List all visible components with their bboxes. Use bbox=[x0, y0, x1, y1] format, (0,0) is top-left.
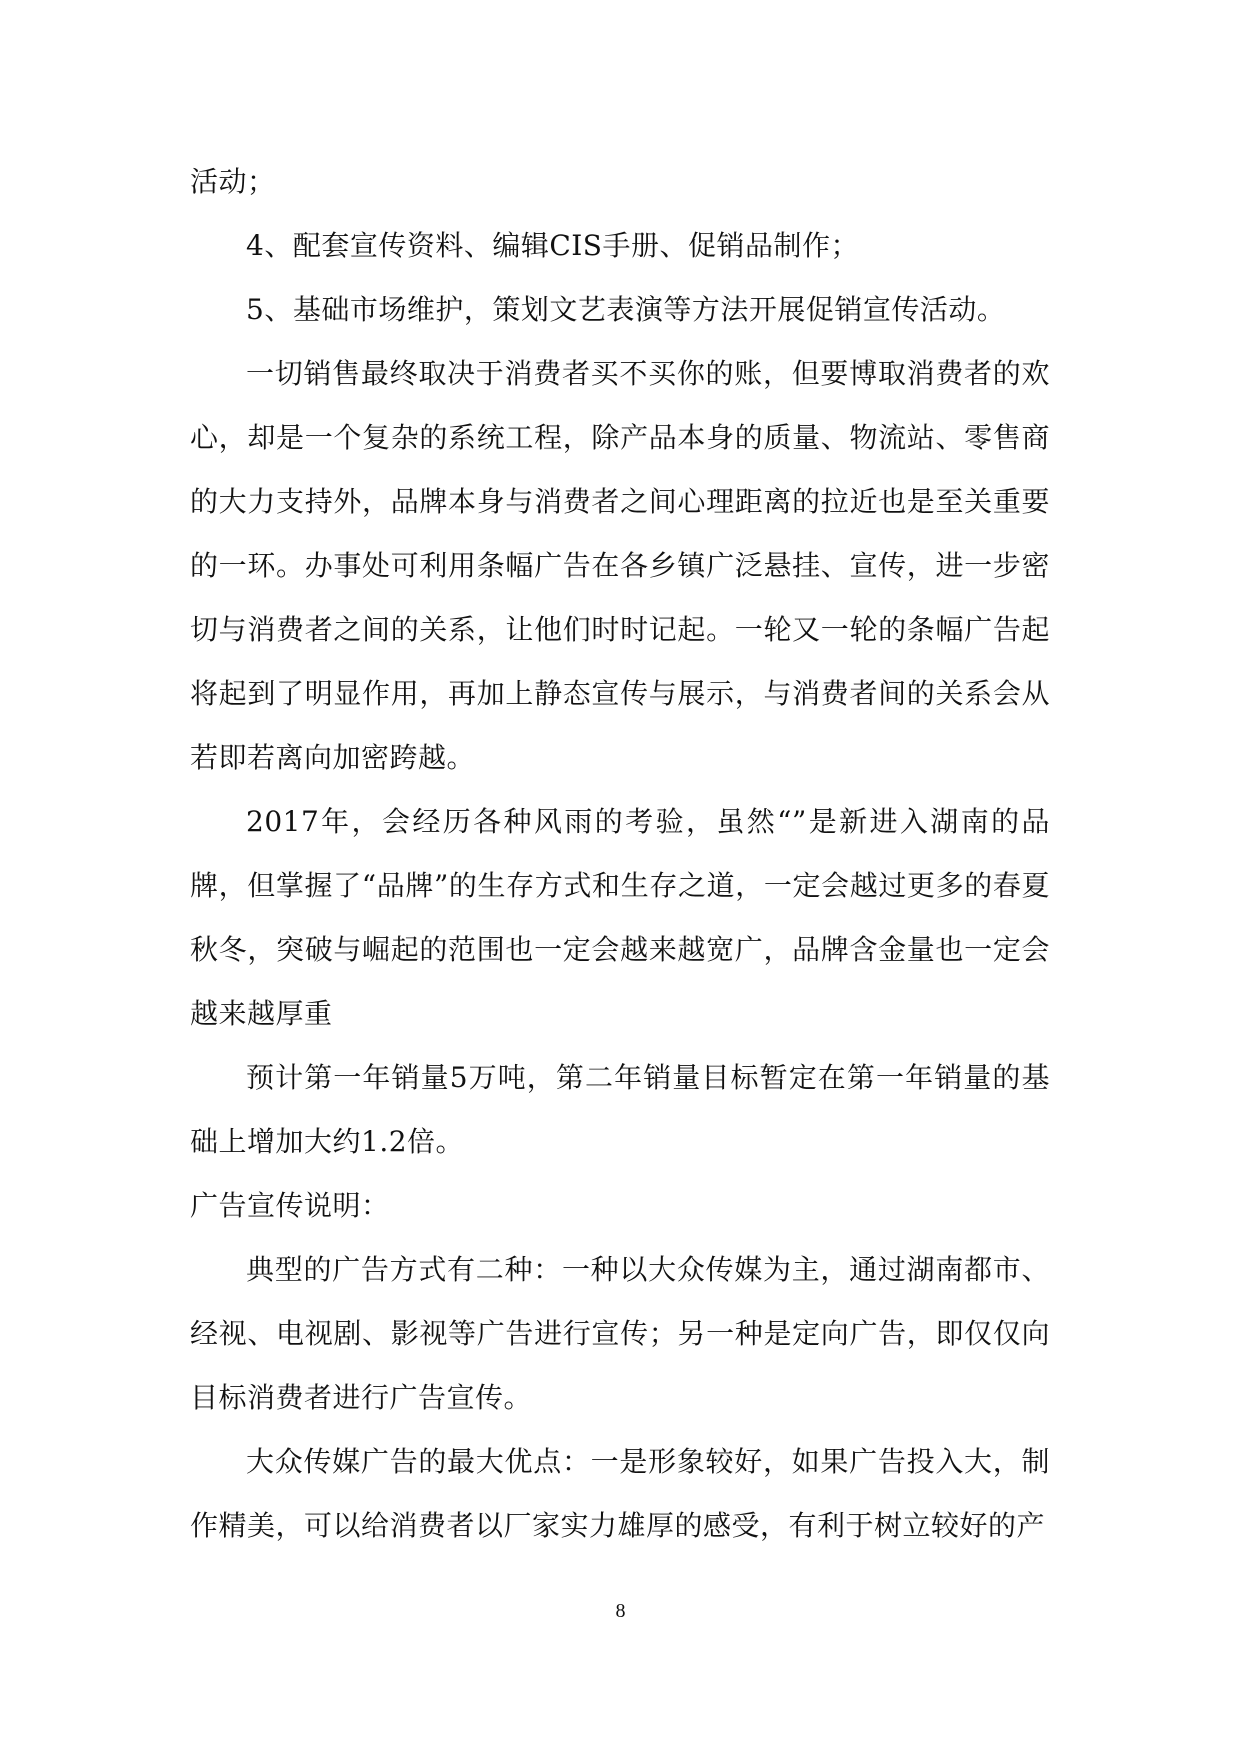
paragraph-8: 典型的广告方式有二种：一种以大众传媒为主，通过湖南都市、经视、电视剧、影视等广告进行宣传；另一种是定向广告，即仅仅向目标消费者进行广告宣传。 bbox=[190, 1253, 1050, 1414]
paragraph-9: 大众传媒广告的最大优点：一是形象较好，如果广告投入大，制作精美，可以给消费者以厂家实力雄厚的感受，有利于树立较好的产 bbox=[190, 1445, 1050, 1542]
section-heading: 广告宣传说明： bbox=[190, 1189, 390, 1222]
paragraph-2: 4、配套宣传资料、编辑CIS手册、促销品制作； bbox=[246, 229, 859, 262]
page-number: 8 bbox=[615, 1600, 626, 1622]
paragraph-4: 一切销售最终取决于消费者买不买你的账，但要博取消费者的欢心，却是一个复杂的系统工程，除产品本身的质量、物流站、零售商的大力支持外，品牌本身与消费者之间心理距离的拉近也是至关重要的一环。办事处可利用条幅广告在各乡镇广泛悬挂、宣传，进一步密切与消费者之间的关系，让他们时时记起。一轮又一轮的条幅广告起将起到了明显作用，再加上静态宣传与展示，与消费者间的关系会从若即若离向加密跨越。 bbox=[190, 357, 1050, 774]
body-text bbox=[190, 150, 1050, 1558]
paragraph-5: 2017年，会经历各种风雨的考验，虽然“”是新进入湖南的品牌，但掌握了“品牌”的生存方式和生存之道，一定会越过更多的春夏秋冬，突破与崛起的范围也一定会越来越宽广，品牌含金量也一定会越来越厚重 bbox=[190, 805, 1050, 1030]
paragraph-3: 5、基础市场维护，策划文艺表演等方法开展促销宣传活动。 bbox=[246, 293, 1006, 326]
paragraph-1: 活动； bbox=[190, 165, 276, 198]
paragraph-6: 预计第一年销量5万吨，第二年销量目标暂定在第一年销量的基础上增加大约1.2倍。 bbox=[190, 1061, 1050, 1158]
